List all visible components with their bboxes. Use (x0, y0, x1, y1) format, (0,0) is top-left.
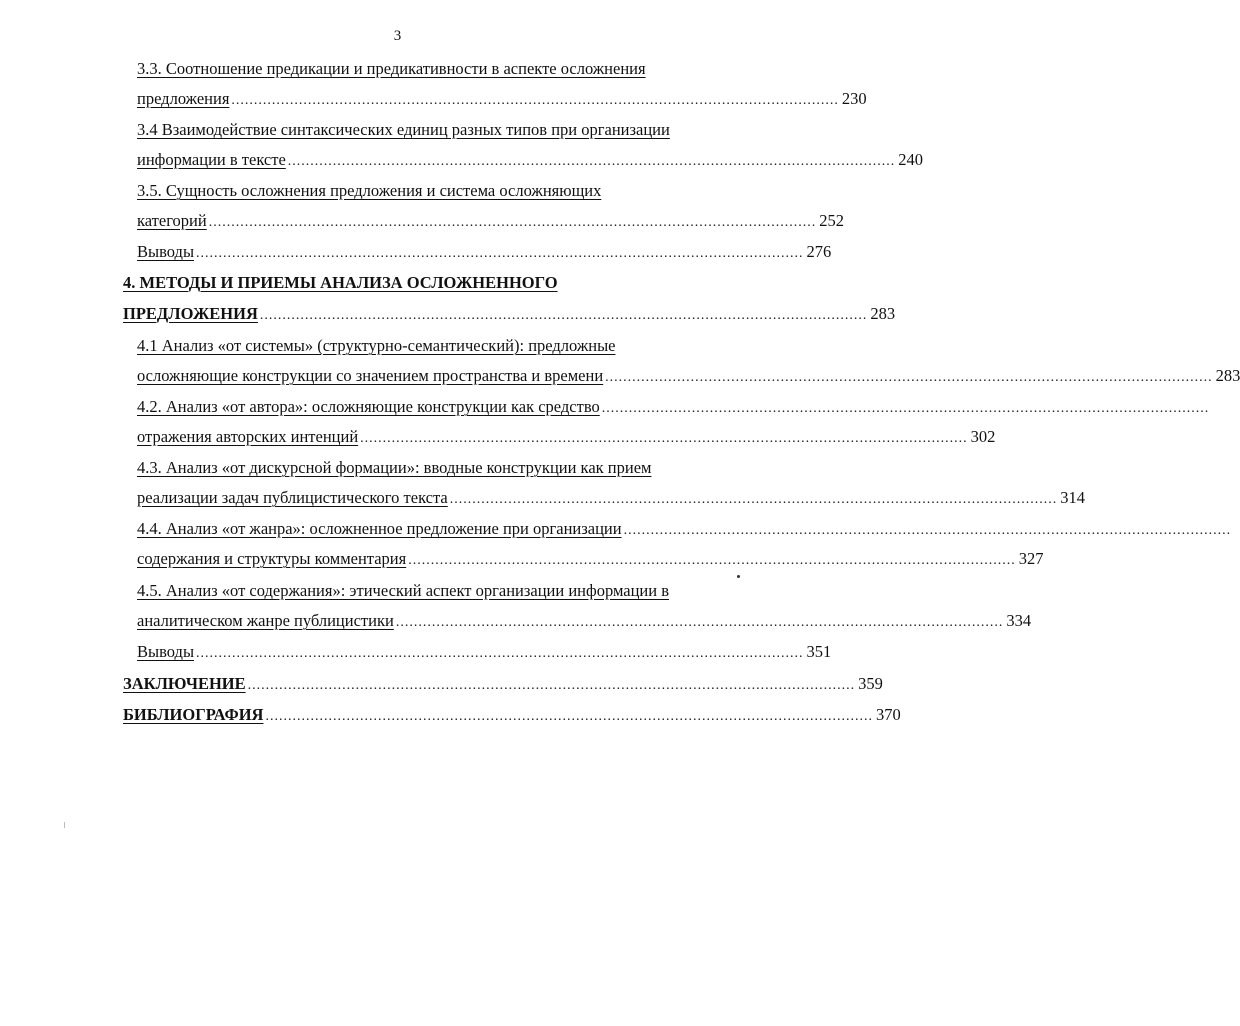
dot-leader: ....................................................................................................................................... (287, 154, 896, 169)
toc-entry-text: аналитическом жанре публицистики (137, 611, 394, 630)
toc-entry-3-4-line1[interactable] (137, 117, 727, 143)
toc-page-number: 327 (1018, 549, 1044, 568)
toc-entry-text: 4.5. Анализ «от содержания»: этический аспект организации информации в (137, 581, 669, 600)
toc-chapter-text: ЗАКЛЮЧЕНИЕ (123, 674, 246, 693)
toc-entry-text: Выводы (137, 242, 195, 261)
dot-leader: ....................................................................................................................................... (395, 615, 1004, 630)
toc-entry-text: категорий (137, 211, 207, 230)
toc-page-number: 359 (858, 674, 883, 693)
toc-entry-4-4-line2[interactable] (137, 546, 1044, 572)
toc-entry-text: предложения (137, 89, 230, 108)
dot-leader: ....................................................................................................................................... (601, 401, 1210, 416)
toc-page-number: 302 (970, 427, 996, 446)
toc-page-number: 240 (898, 150, 924, 169)
toc-entry-4-2-line1[interactable] (137, 394, 1210, 420)
toc-bibliography[interactable] (123, 702, 901, 728)
dot-leader: ....................................................................................................................................... (259, 308, 868, 323)
toc-page-number: 351 (806, 642, 832, 661)
dot-leader: ....................................................................................................................................... (265, 709, 873, 724)
dot-leader: ....................................................................................................................................... (449, 492, 1058, 507)
toc-page-number: 252 (819, 211, 844, 230)
toc-entry-text: 4.2. Анализ «от автора»: осложняющие конструкции как средство (137, 397, 600, 416)
toc-chapter-4-line1[interactable] (123, 270, 713, 296)
toc-page-number: 314 (1060, 488, 1085, 507)
toc-entry-text: осложняющие конструкции со значением пространства и времени (137, 366, 604, 385)
scan-speck (737, 575, 740, 578)
toc-page-number: 230 (841, 89, 867, 108)
toc-entry-4-3-line1[interactable] (137, 455, 717, 481)
toc-chapter-text: БИБЛИОГРАФИЯ (123, 705, 264, 724)
dot-leader: ....................................................................................................................................... (231, 93, 839, 108)
toc-entry-4-1-line1[interactable] (137, 333, 697, 359)
toc-entry-3-5-line2[interactable] (137, 208, 844, 234)
toc-chapter-text: 4. МЕТОДЫ И ПРИЕМЫ АНАЛИЗА ОСЛОЖНЕННОГО (123, 273, 558, 292)
toc-page-number: 283 (870, 304, 896, 323)
dot-leader: ....................................................................................................................................... (208, 215, 817, 230)
toc-entry-text: информации в тексте (137, 150, 286, 169)
toc-page-number: 276 (806, 242, 832, 261)
toc-entry-3-3-line1[interactable] (137, 56, 697, 82)
toc-entry-text: 3.4 Взаимодействие синтаксических единиц разных типов при организации (137, 120, 670, 139)
toc-chapter-text: ПРЕДЛОЖЕНИЯ (123, 304, 258, 323)
toc-chapter-4-line2[interactable] (123, 301, 896, 327)
dot-leader: ....................................................................................................................................... (247, 678, 856, 693)
toc-entry-text: реализации задач публицистического текста (137, 488, 448, 507)
toc-entry-3-4-line2[interactable] (137, 147, 924, 173)
toc-entry-text: 3.5. Сущность осложнения предложения и система осложняющих (137, 181, 602, 200)
toc-entry-4-2-line2[interactable] (137, 424, 996, 450)
toc-entry-4-3-line2[interactable] (137, 485, 1085, 511)
dot-leader: ....................................................................................................................................... (623, 523, 1232, 538)
toc-entry-3-conclusions[interactable] (137, 239, 832, 265)
scan-speck (64, 822, 65, 828)
toc-entry-4-1-line2[interactable] (137, 363, 1240, 389)
toc-entry-text: отражения авторских интенций (137, 427, 359, 446)
toc-entry-4-conclusions[interactable] (137, 639, 832, 665)
page-number: 3 (393, 28, 402, 44)
toc-entry-text: 4.3. Анализ «от дискурсной формации»: вводные конструкции как прием (137, 458, 652, 477)
dot-leader: ....................................................................................................................................... (360, 431, 968, 446)
toc-entry-text: Выводы (137, 642, 195, 661)
toc-entry-text: 4.4. Анализ «от жанра»: осложненное предложение при организации (137, 519, 622, 538)
toc-page-number: 334 (1006, 611, 1032, 630)
toc-page-number: 283 (1215, 366, 1240, 385)
toc-entry-4-4-line1[interactable] (137, 516, 1232, 542)
dot-leader: ....................................................................................................................................... (408, 553, 1016, 568)
toc-entry-4-5-line1[interactable] (137, 578, 727, 604)
toc-conclusion[interactable] (123, 671, 883, 697)
toc-entry-text: содержания и структуры комментария (137, 549, 407, 568)
toc-entry-3-3-line2[interactable] (137, 86, 867, 112)
dot-leader: ....................................................................................................................................... (196, 246, 804, 261)
toc-page-number: 370 (875, 705, 901, 724)
toc-entry-4-5-line2[interactable] (137, 608, 1032, 634)
toc-entry-3-5-line1[interactable] (137, 178, 697, 204)
dot-leader: ....................................................................................................................................... (605, 370, 1213, 385)
toc-entry-text: 4.1 Анализ «от системы» (структурно-семантический): предложные (137, 336, 616, 355)
dot-leader: ....................................................................................................................................... (196, 646, 804, 661)
toc-entry-text: 3.3. Соотношение предикации и предикативности в аспекте осложнения (137, 59, 646, 78)
